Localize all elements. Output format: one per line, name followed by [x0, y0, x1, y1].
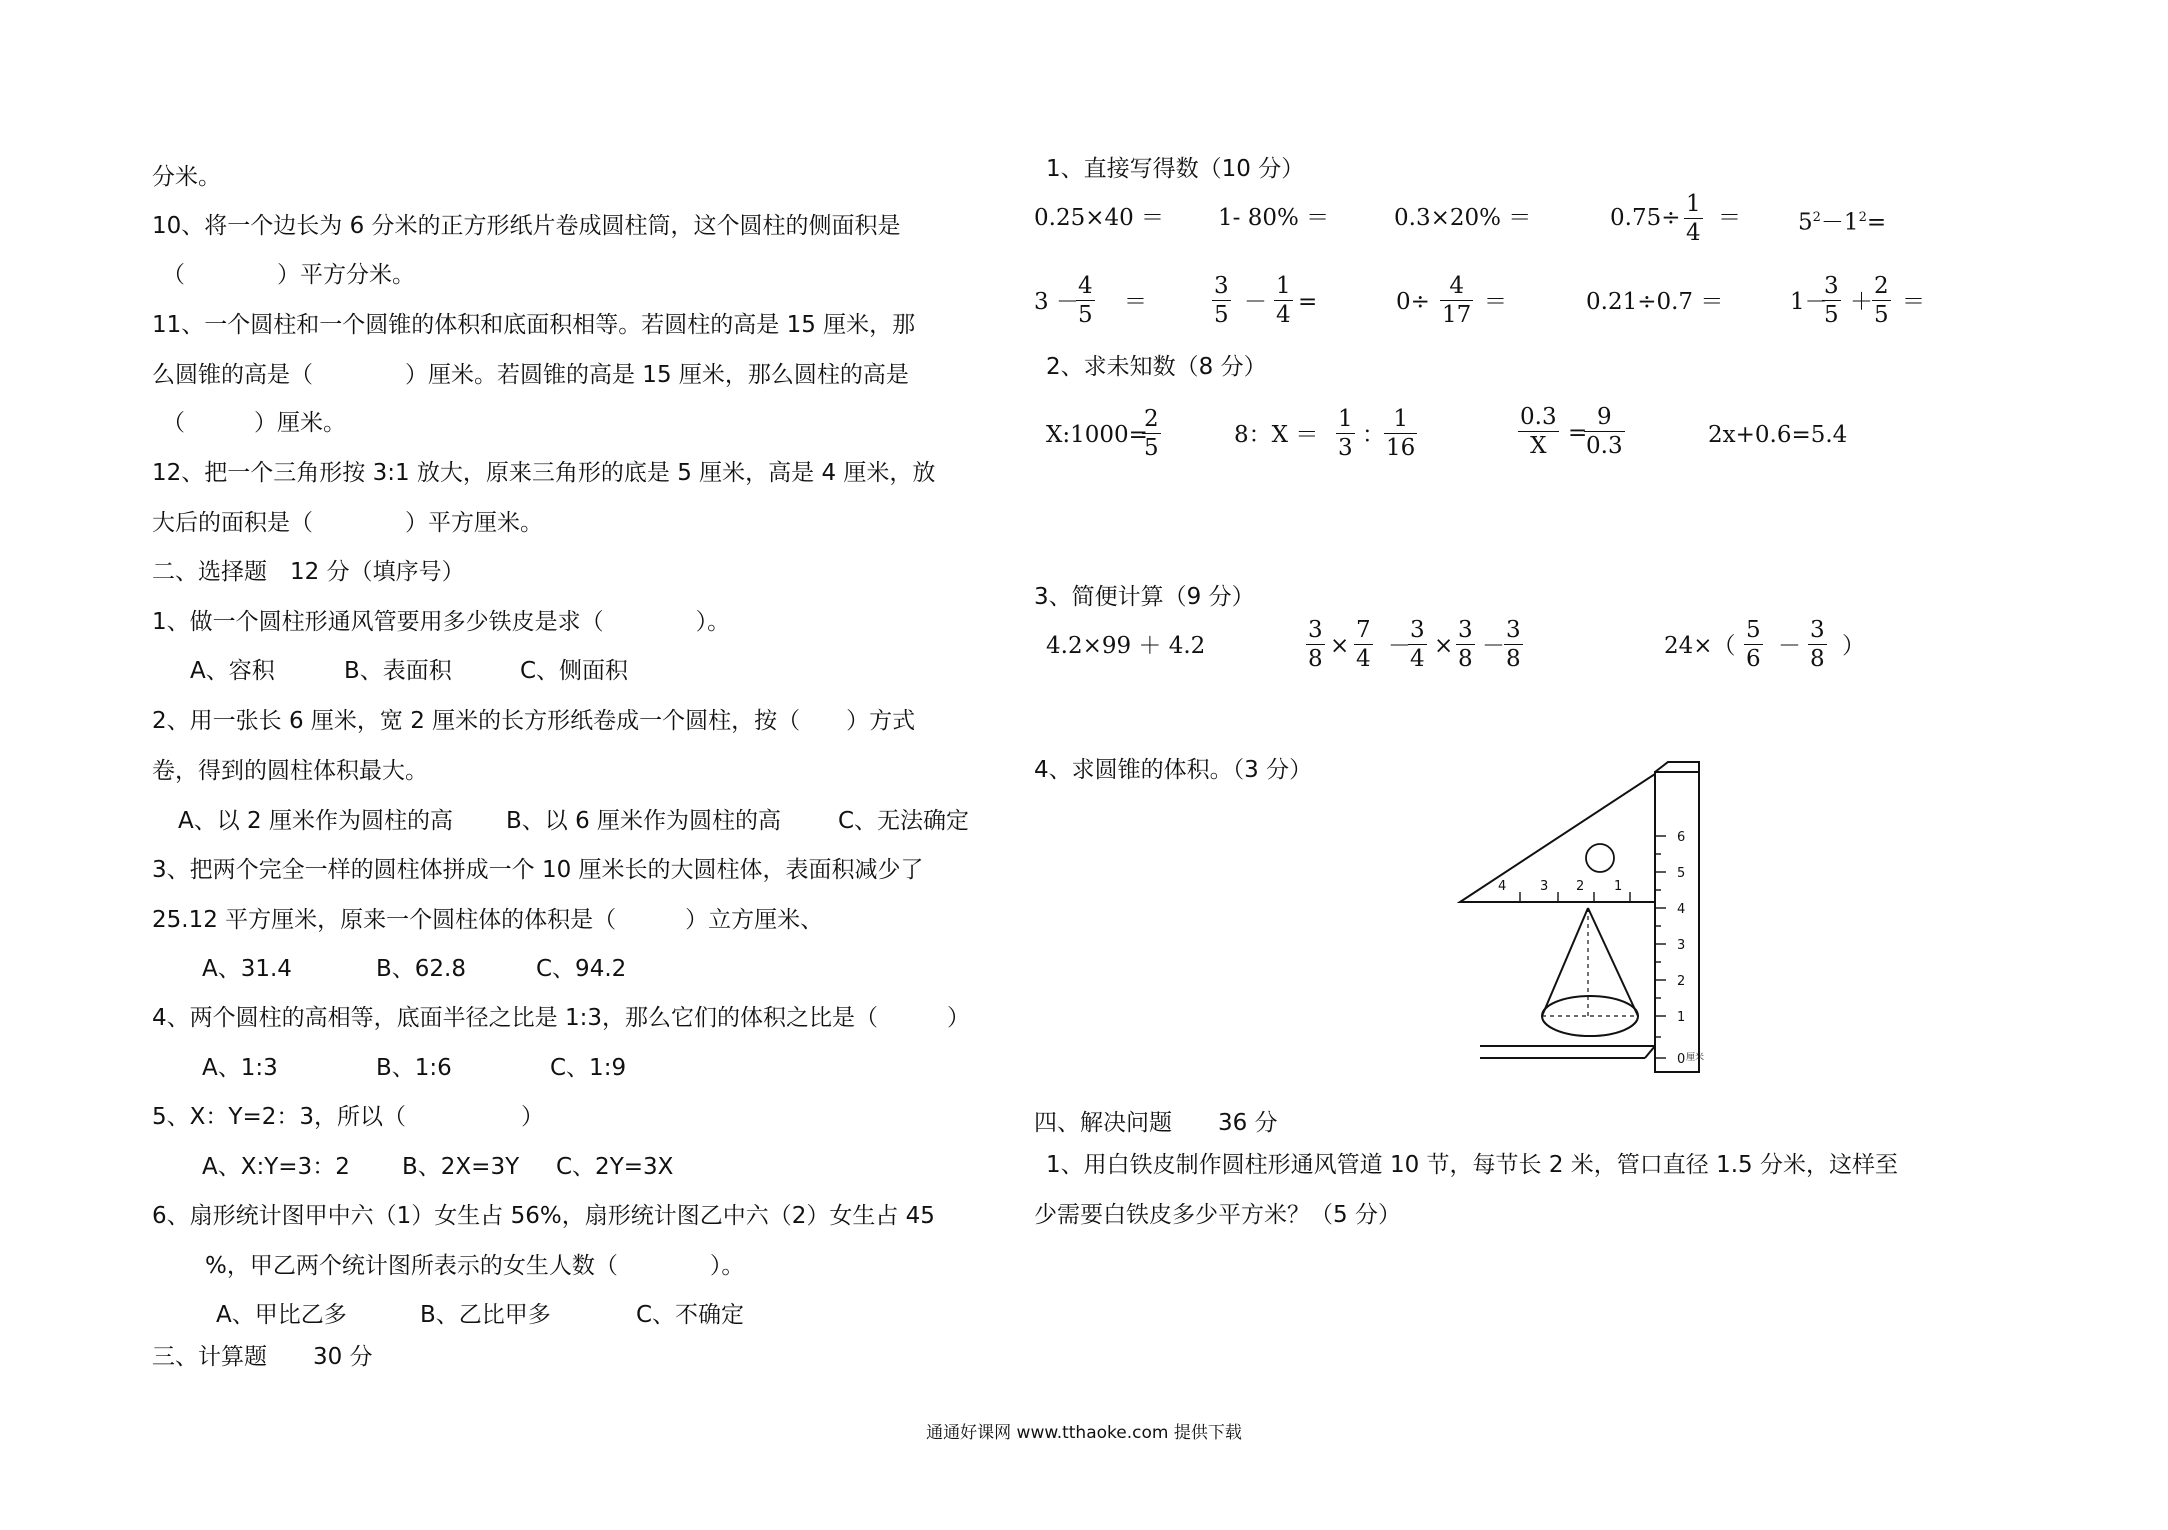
- equals-sign: =: [1298, 289, 1318, 315]
- word-problem-1-line2: 少需要白铁皮多少平方米？（5 分）: [1034, 1202, 1401, 1228]
- calc-section-4-title: 4、求圆锥的体积。（3 分）: [1034, 757, 1313, 783]
- fraction: 7 4: [1356, 617, 1371, 672]
- mc-q2-option-b: B、以 6 厘米作为圆柱的高: [506, 808, 782, 834]
- equals-sign: =: [1568, 420, 1588, 446]
- equals-sign: ＝: [1484, 289, 1507, 315]
- mc-q4-option-a: A、1:3: [202, 1055, 278, 1081]
- mc-question-5: 5、X：Y=2：3，所以（ ）: [152, 1104, 544, 1130]
- operator: －: [1778, 633, 1801, 659]
- calc-item-prefix: 0.75÷: [1610, 205, 1681, 231]
- fraction: 1 3: [1338, 406, 1353, 461]
- ruler-tick-label: 2: [1677, 974, 1686, 989]
- calc-section-1-title: 1、直接写得数（10 分）: [1046, 156, 1305, 182]
- text-line: 分米。: [152, 164, 221, 190]
- mc-q6-option-c: C、不确定: [636, 1302, 745, 1328]
- fraction: 3 8: [1810, 617, 1825, 672]
- mc-q5-option-c: C、2Y=3X: [556, 1154, 674, 1180]
- ruler-tick-label: 5: [1677, 866, 1686, 881]
- ruler-tick-label: 6: [1677, 830, 1686, 845]
- mc-q2-option-a: A、以 2 厘米作为圆柱的高: [178, 808, 453, 834]
- fraction: 9 0.3: [1586, 404, 1623, 459]
- fraction: 1 16: [1386, 406, 1416, 461]
- mc-q1-option-b: B、表面积: [344, 658, 452, 684]
- footer-source: 通通好课网 www.tthaoke.com 提供下载: [926, 1423, 1242, 1443]
- fraction: 1 4: [1686, 191, 1701, 246]
- mc-question-2-line1: 2、用一张长 6 厘米，宽 2 厘米的长方形纸卷成一个圆柱，按（ ）方式: [152, 708, 916, 734]
- mc-q2-option-c: C、无法确定: [838, 808, 970, 834]
- mc-q3-option-c: C、94.2: [536, 956, 627, 982]
- ruler-tick-label: 4: [1677, 902, 1686, 917]
- question-10-line2: （ ）平方分米。: [162, 262, 415, 288]
- fraction: 3 8: [1458, 617, 1473, 672]
- fraction: 5 6: [1746, 617, 1761, 672]
- cone-ruler-diagram: [1440, 760, 1720, 1080]
- mc-question-6-line2: %，甲乙两个统计图所表示的女生人数（ ）。: [205, 1253, 745, 1279]
- calc-item: 0.21÷0.7 ＝: [1586, 289, 1724, 315]
- fraction: 4 5: [1078, 273, 1093, 328]
- triangle-tick-label: 3: [1540, 879, 1549, 894]
- fraction: 3 8: [1308, 617, 1323, 672]
- mc-q1-option-c: C、侧面积: [520, 658, 629, 684]
- calc-item-prefix: 0÷: [1396, 289, 1430, 315]
- section-4-title: 四、解决问题 36 分: [1034, 1110, 1278, 1136]
- equation-prefix: X:1000=: [1046, 422, 1148, 448]
- calc-item-prefix: 3 －: [1034, 289, 1079, 315]
- calc-section-3-title: 3、简便计算（9 分）: [1034, 584, 1255, 610]
- mc-question-6-line1: 6、扇形统计图甲中六（1）女生占 56%，扇形统计图乙中六（2）女生占 45: [152, 1203, 935, 1229]
- operator: －: [1482, 633, 1505, 659]
- section-2-title: 二、选择题 12 分（填序号）: [152, 559, 465, 585]
- triangle-tick-label: 2: [1576, 879, 1585, 894]
- mc-q6-option-b: B、乙比甲多: [420, 1302, 551, 1328]
- mc-q5-option-a: A、X:Y=3：2: [202, 1154, 350, 1180]
- mc-question-3-line1: 3、把两个完全一样的圆柱体拼成一个 10 厘米长的大圆柱体，表面积减少了: [152, 857, 924, 883]
- equals-sign: ＝: [1124, 289, 1147, 315]
- mc-q3-option-b: B、62.8: [376, 956, 466, 982]
- equals-sign: ＝: [1718, 205, 1741, 231]
- question-10-line1: 10、将一个边长为 6 分米的正方形纸片卷成圆柱筒，这个圆柱的侧面积是: [152, 213, 901, 239]
- equals-sign: ＝: [1902, 289, 1925, 315]
- calc-item: 1- 80% ＝: [1218, 205, 1330, 231]
- mc-question-4: 4、两个圆柱的高相等，底面半径之比是 1:3，那么它们的体积之比是（ ）: [152, 1005, 970, 1031]
- mc-q6-option-a: A、甲比乙多: [216, 1302, 347, 1328]
- question-11-line1: 11、一个圆柱和一个圆锥的体积和底面积相等。若圆柱的高是 15 厘米，那: [152, 312, 916, 338]
- operator: ×: [1330, 633, 1350, 659]
- triangle-tick-label: 1: [1614, 879, 1623, 894]
- operator: ＋: [1850, 289, 1873, 315]
- operator: －: [1388, 633, 1411, 659]
- operator: －: [1244, 289, 1267, 315]
- mc-q4-option-b: B、1:6: [376, 1055, 452, 1081]
- mc-q3-option-a: A、31.4: [202, 956, 292, 982]
- fraction: 2 5: [1874, 273, 1889, 328]
- calc-item-prefix: 1－: [1790, 289, 1828, 315]
- calc-item: 0.3×20% ＝: [1394, 205, 1532, 231]
- power-expression: $5^2-1^2=$: [1798, 209, 1887, 236]
- mc-question-3-line2: 25.12 平方厘米，原来一个圆柱体的体积是（ ）立方厘米、: [152, 907, 824, 933]
- question-11-line2: 么圆锥的高是（ ）厘米。若圆锥的高是 15 厘米，那么圆柱的高是: [152, 362, 909, 388]
- fraction: 2 5: [1144, 406, 1159, 461]
- fraction: 3 5: [1214, 273, 1229, 328]
- fraction: 0.3 X: [1520, 404, 1557, 459]
- mc-q1-option-a: A、容积: [190, 658, 275, 684]
- fraction: 3 8: [1506, 617, 1521, 672]
- equation-prefix: 8：X ＝: [1234, 422, 1319, 448]
- mc-q5-option-b: B、2X=3Y: [402, 1154, 520, 1180]
- word-problem-1-line1: 1、用白铁皮制作圆柱形通风管道 10 节，每节长 2 米，管口直径 1.5 分米，这样至: [1046, 1152, 1898, 1178]
- calc-section-2-title: 2、求未知数（8 分）: [1046, 354, 1267, 380]
- fraction: 3 5: [1824, 273, 1839, 328]
- mc-q4-option-c: C、1:9: [550, 1055, 627, 1081]
- simplify-prefix: 24×（: [1664, 633, 1736, 659]
- question-12-line2: 大后的面积是（ ）平方厘米。: [152, 510, 543, 536]
- operator: ×: [1434, 633, 1454, 659]
- ruler-unit-label: 厘米: [1686, 1053, 1705, 1063]
- fraction: 1 4: [1276, 273, 1291, 328]
- mc-question-2-line2: 卷，得到的圆柱体积最大。: [152, 758, 428, 784]
- ruler-tick-label: 3: [1677, 938, 1686, 953]
- paren: ）: [1842, 633, 1865, 659]
- section-3-title: 三、计算题 30 分: [152, 1344, 373, 1370]
- equation: 2x+0.6=5.4: [1708, 422, 1848, 448]
- fraction: 3 4: [1410, 617, 1425, 672]
- mc-question-1: 1、做一个圆柱形通风管要用多少铁皮是求（ ）。: [152, 609, 731, 635]
- calc-item: 0.25×40 ＝: [1034, 205, 1165, 231]
- triangle-tick-label: 4: [1498, 879, 1507, 894]
- ratio-sign: ：: [1362, 422, 1385, 448]
- question-12-line1: 12、把一个三角形按 3:1 放大，原来三角形的底是 5 厘米，高是 4 厘米，放: [152, 460, 936, 486]
- ruler-tick-label: 0: [1677, 1052, 1686, 1067]
- fraction: 4 17: [1442, 273, 1472, 328]
- ruler-tick-label: 1: [1677, 1010, 1686, 1025]
- question-11-line3: （ ）厘米。: [162, 410, 346, 436]
- simplify-expression-1: 4.2×99 ＋ 4.2: [1046, 633, 1206, 659]
